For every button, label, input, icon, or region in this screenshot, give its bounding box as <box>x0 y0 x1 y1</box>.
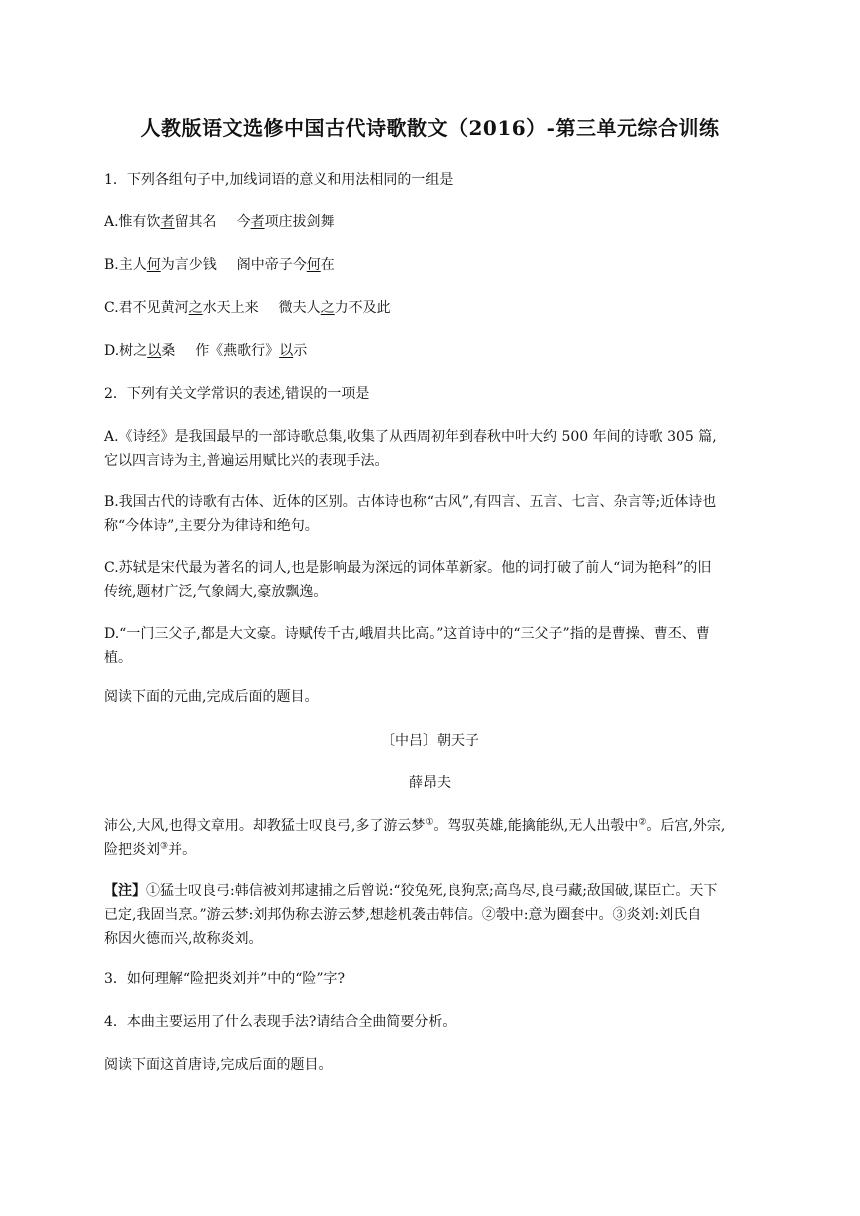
option-text: 项庄拔剑舞 <box>264 214 335 230</box>
footnote-marker: ③ <box>160 841 169 852</box>
note-line <box>104 879 764 903</box>
poem-segment: 。后宫,外宗, <box>646 818 726 834</box>
footnote-marker: ① <box>425 817 434 828</box>
question-2-option-a <box>104 425 764 473</box>
note-label: 【注】 <box>104 883 146 899</box>
underlined-word: 以 <box>147 343 162 359</box>
option-text: 为言少钱 <box>160 257 217 273</box>
question-1-option-a <box>104 211 335 233</box>
option-line: A.《诗经》是我国最早的一部诗歌总集,收集了从西周初年到春秋中叶大约 500 年间的诗歌 305 篇, <box>104 429 717 445</box>
poem-text <box>104 814 764 862</box>
underlined-word: 以 <box>279 343 294 359</box>
poem-segment: 沛公,大风,也得文章用。却教猛士叹良弓,多了游云梦 <box>104 818 426 834</box>
poem-segment: 险把炎刘 <box>104 842 160 858</box>
option-text: D.树之 <box>104 343 148 359</box>
note-line: 称因火德而兴,故称炎刘。 <box>104 931 263 947</box>
question-2-option-d <box>104 622 764 670</box>
option-text: 示 <box>293 343 308 359</box>
question-1-option-d <box>104 340 307 362</box>
option-text: C.君不见黄河 <box>104 300 189 316</box>
poem-line <box>104 814 764 838</box>
poem-title: 〔中吕〕朝天子 <box>381 733 479 749</box>
option-line: 称“今体诗”,主要分为律诗和绝句。 <box>104 518 319 534</box>
option-text: 阁中帝子今 <box>236 257 307 273</box>
note-line: 已定,我固当烹。”游云梦:刘邦伪称去游云梦,想趁机袭击韩信。②彀中:意为圈套中。③炎刘:刘氏自 <box>104 907 702 923</box>
document-title: 人教版语文选修中国古代诗歌散文（2016）-第三单元综合训练 <box>140 116 720 140</box>
poem-segment: 。驾驭英雄,能擒能纵,无人出彀中 <box>433 818 639 834</box>
underlined-word: 者 <box>250 214 265 230</box>
poem-notes <box>104 879 764 951</box>
option-text: A.惟有饮 <box>104 214 161 230</box>
underlined-word: 何 <box>306 257 321 273</box>
note-text: ①猛士叹良弓:韩信被刘邦逮捕之后曾说:“狡兔死,良狗烹;高鸟尽,良弓藏;敌国破,谋臣亡。天下 <box>146 883 718 899</box>
poem-author: 薛昂夫 <box>409 775 451 791</box>
option-text: 力不及此 <box>334 300 391 316</box>
option-line: 植。 <box>104 650 132 666</box>
underlined-word: 之 <box>320 300 335 316</box>
underlined-word: 何 <box>146 257 161 273</box>
option-line: C.苏轼是宋代最为著名的词人,也是影响最为深远的词体革新家。他的词打破了前人“词为艳科”的旧 <box>104 560 712 576</box>
option-text: 作《燕歌行》 <box>195 343 280 359</box>
underlined-word: 之 <box>188 300 203 316</box>
option-text: 在 <box>320 257 335 273</box>
question-1-option-b <box>104 254 335 276</box>
poem-line <box>104 838 764 862</box>
underlined-word: 者 <box>160 214 175 230</box>
option-line: D.“一门三父子,都是大文豪。诗赋传千古,峨眉共比高。”这首诗中的“三父子”指的是曹操、曹丕、曹 <box>104 626 710 642</box>
question-1-option-c <box>104 297 391 319</box>
option-text: 桑 <box>161 343 176 359</box>
option-line: B.我国古代的诗歌有古体、近体的区别。古体诗也称“古风”,有四言、五言、七言、杂言等;近体诗也 <box>104 494 717 510</box>
question-2-option-c <box>104 556 764 604</box>
option-text: 今 <box>236 214 251 230</box>
option-text: 水天上来 <box>202 300 259 316</box>
question-1-stem: 1．下列各组句子中,加线词语的意义和用法相同的一组是 <box>104 172 454 188</box>
option-text: 留其名 <box>174 214 217 230</box>
question-2-option-b <box>104 490 764 538</box>
option-text: 微夫人 <box>278 300 321 316</box>
option-line: 它以四言诗为主,普遍运用赋比兴的表现手法。 <box>104 453 389 469</box>
reading-instruction-2: 阅读下面这首唐诗,完成后面的题目。 <box>104 1057 333 1073</box>
reading-instruction-1: 阅读下面的元曲,完成后面的题目。 <box>104 689 319 705</box>
option-line: 传统,题材广泛,气象阔大,豪放飘逸。 <box>104 584 328 600</box>
question-3: 3．如何理解“险把炎刘并”中的“险”字? <box>104 971 346 987</box>
poem-segment: 并。 <box>168 842 197 858</box>
question-2-stem: 2．下列有关文学常识的表述,错误的一项是 <box>104 386 370 402</box>
footnote-marker: ② <box>638 817 647 828</box>
option-text: B.主人 <box>104 257 147 273</box>
question-4: 4．本曲主要运用了什么表现手法?请结合全曲简要分析。 <box>104 1014 457 1030</box>
